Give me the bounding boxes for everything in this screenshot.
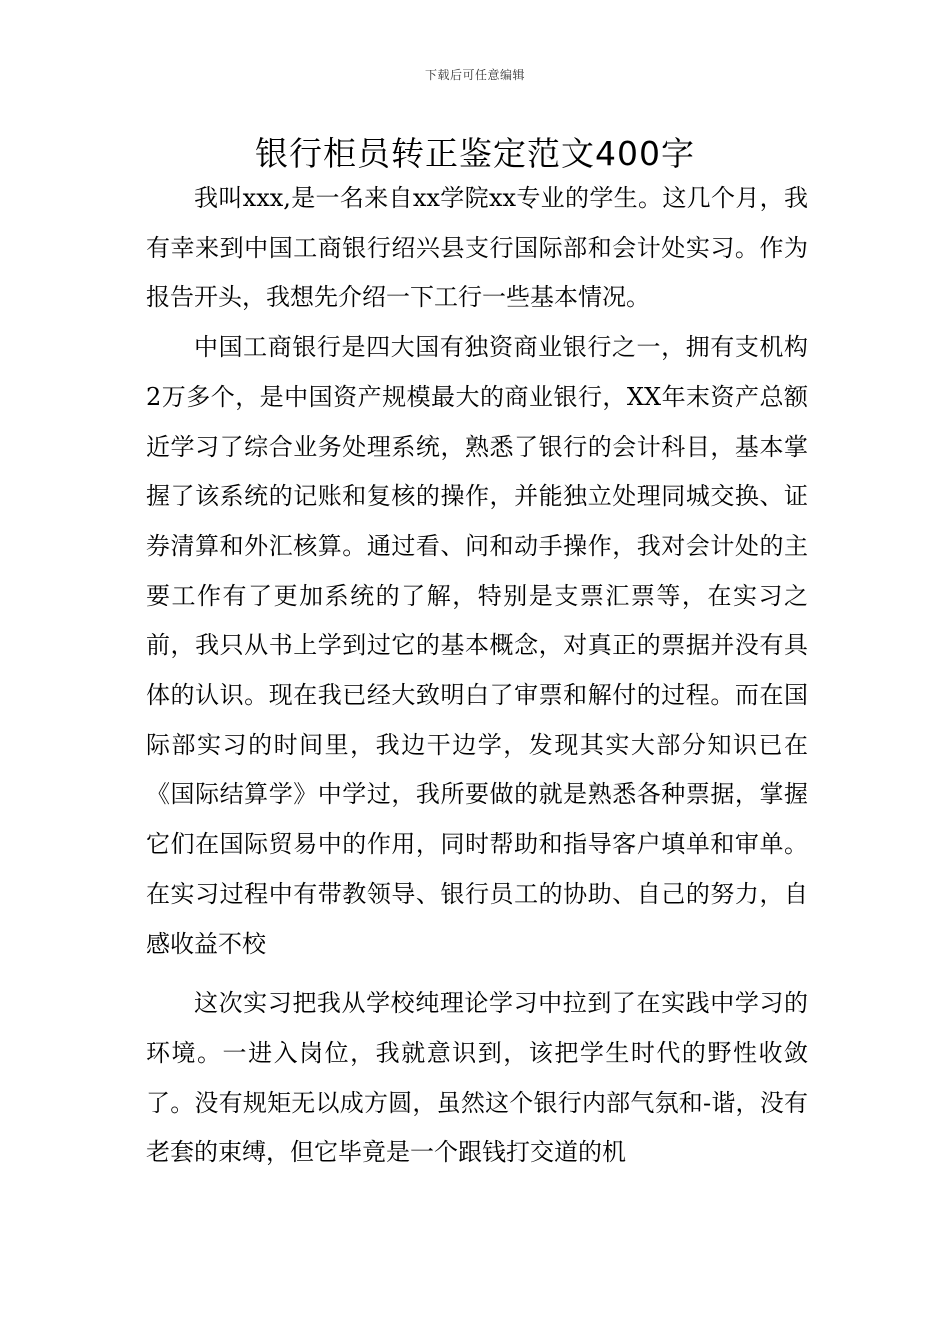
document-body xyxy=(146,174,808,1178)
header-note: 下载后可任意编辑 xyxy=(424,68,525,82)
paragraph-internship-reflection: 这次实习把我从学校纯理论学习中拉到了在实践中学习的环境。一进入岗位，我就意识到，该把学生时代的野性收敛了。没有规矩无以成方圆，虽然这个银行内部气氛和-谐，没有老套的束缚，但它毕竟是一个跟钱打交道的机 xyxy=(146,989,808,1167)
document-title: 银行柜员转正鉴定范文400字 xyxy=(255,134,695,173)
paragraph-intro: 我叫xxx,是一名来自xx学院xx专业的学生。这几个月，我有幸来到中国工商银行绍兴县支行国际部和会计处实习。作为报告开头，我想先介绍一下工行一些基本情况。 xyxy=(146,184,808,312)
paragraph-bank-overview: 中国工商银行是四大国有独资商业银行之一，拥有支机构2万多个，是中国资产规模最大的商业银行，XX年末资产总额近学习了综合业务处理系统，熟悉了银行的会计科目，基本掌握了该系统的记账和复核的操作，并能独立处理同城交换、证券清算和外汇核算。通过看、问和动手操作，我对会计处的主要工作有了更加系统的了解，特别是支票汇票等，在实习之前，我只从书上学到过它的基本概念，对真正的票据并没有具体的认识。现在我已经大致明白了审票和解付的过程。而在国际部实习的时间里，我边干边学，发现其实大部分知识已在《国际结算学》中学过，我所要做的就是熟悉各种票据，掌握它们在国际贸易中的作用，同时帮助和指导客户填单和审单。在实习过程中有带教领导、银行员工的协助、自己的努力，自感收益不校 xyxy=(146,333,808,958)
